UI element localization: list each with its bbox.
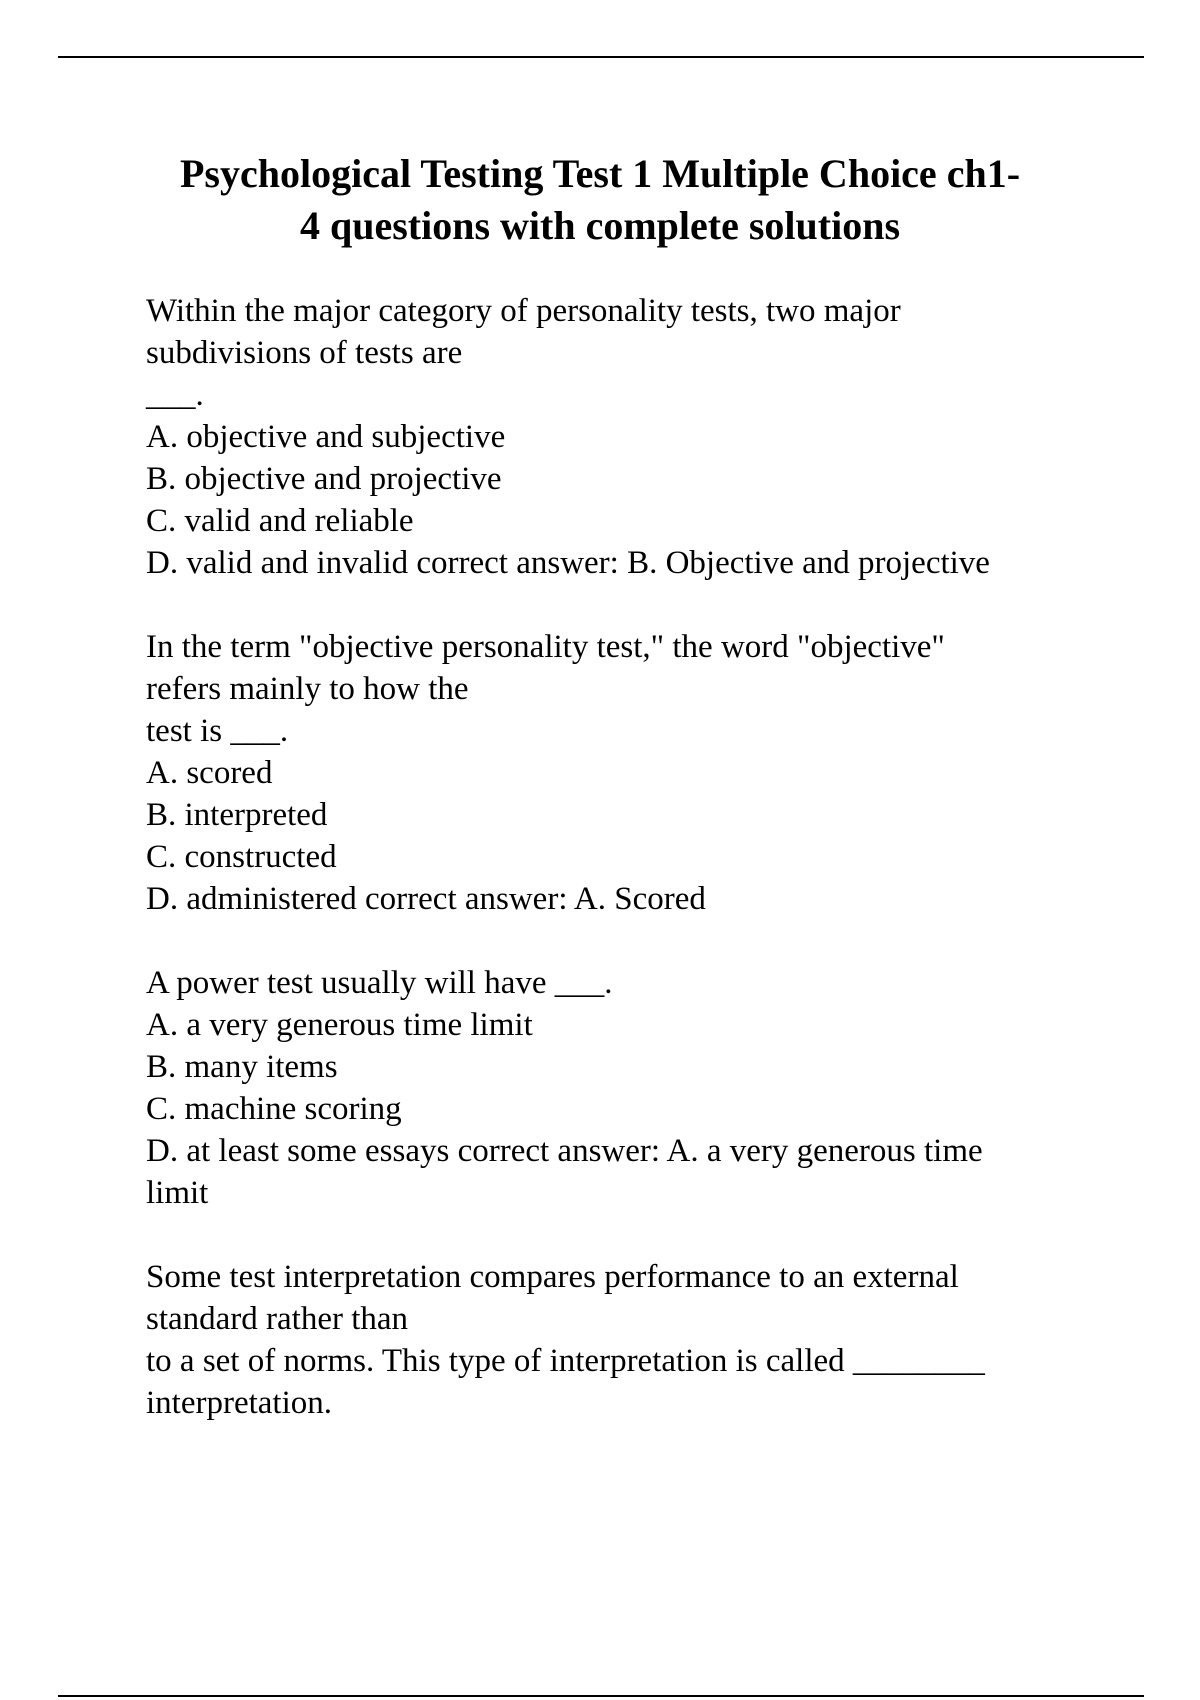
question-text: to a set of norms. This type of interpretation is called ________ xyxy=(146,1343,985,1379)
top-rule xyxy=(58,56,1144,58)
answer-option: A. objective and subjective xyxy=(146,419,506,455)
answer-option: A. a very generous time limit xyxy=(146,1007,533,1043)
answer-option: B. interpreted xyxy=(146,797,328,833)
answer-option: B. many items xyxy=(146,1049,338,1085)
question-text: standard rather than xyxy=(146,1301,409,1337)
answer-option-continuation: limit xyxy=(146,1175,209,1211)
question-text: test is ___. xyxy=(146,713,289,749)
document-body xyxy=(146,290,1106,1466)
answer-option-with-solution: D. valid and invalid correct answer: B. Objective and projective xyxy=(146,545,990,581)
answer-option: C. constructed xyxy=(146,839,337,875)
question-text: subdivisions of tests are xyxy=(146,335,463,371)
question-text: Some test interpretation compares performance to an external xyxy=(146,1259,959,1295)
question-text: In the term "objective personality test," the word "objective" xyxy=(146,629,945,665)
question-text: refers mainly to how the xyxy=(146,671,469,707)
title-line: 4 questions with complete solutions xyxy=(299,203,901,248)
question-text: Within the major category of personality tests, two major xyxy=(146,293,901,329)
bottom-rule xyxy=(58,1695,1144,1697)
answer-option: C. valid and reliable xyxy=(146,503,414,539)
question-3 xyxy=(146,962,1106,1214)
question-1 xyxy=(146,290,1106,584)
answer-option-with-solution: D. administered correct answer: A. Scored xyxy=(146,881,706,917)
question-4 xyxy=(146,1256,1106,1424)
question-text: ___. xyxy=(146,377,204,413)
document-title xyxy=(100,148,1100,252)
answer-option: B. objective and projective xyxy=(146,461,502,497)
answer-option: A. scored xyxy=(146,755,273,791)
question-text: A power test usually will have ___. xyxy=(146,965,613,1001)
answer-option: C. machine scoring xyxy=(146,1091,402,1127)
question-text: interpretation. xyxy=(146,1385,333,1421)
question-2 xyxy=(146,626,1106,920)
answer-option-with-solution: D. at least some essays correct answer: A. a very generous time xyxy=(146,1133,983,1169)
title-line: Psychological Testing Test 1 Multiple Choice ch1- xyxy=(179,151,1021,196)
